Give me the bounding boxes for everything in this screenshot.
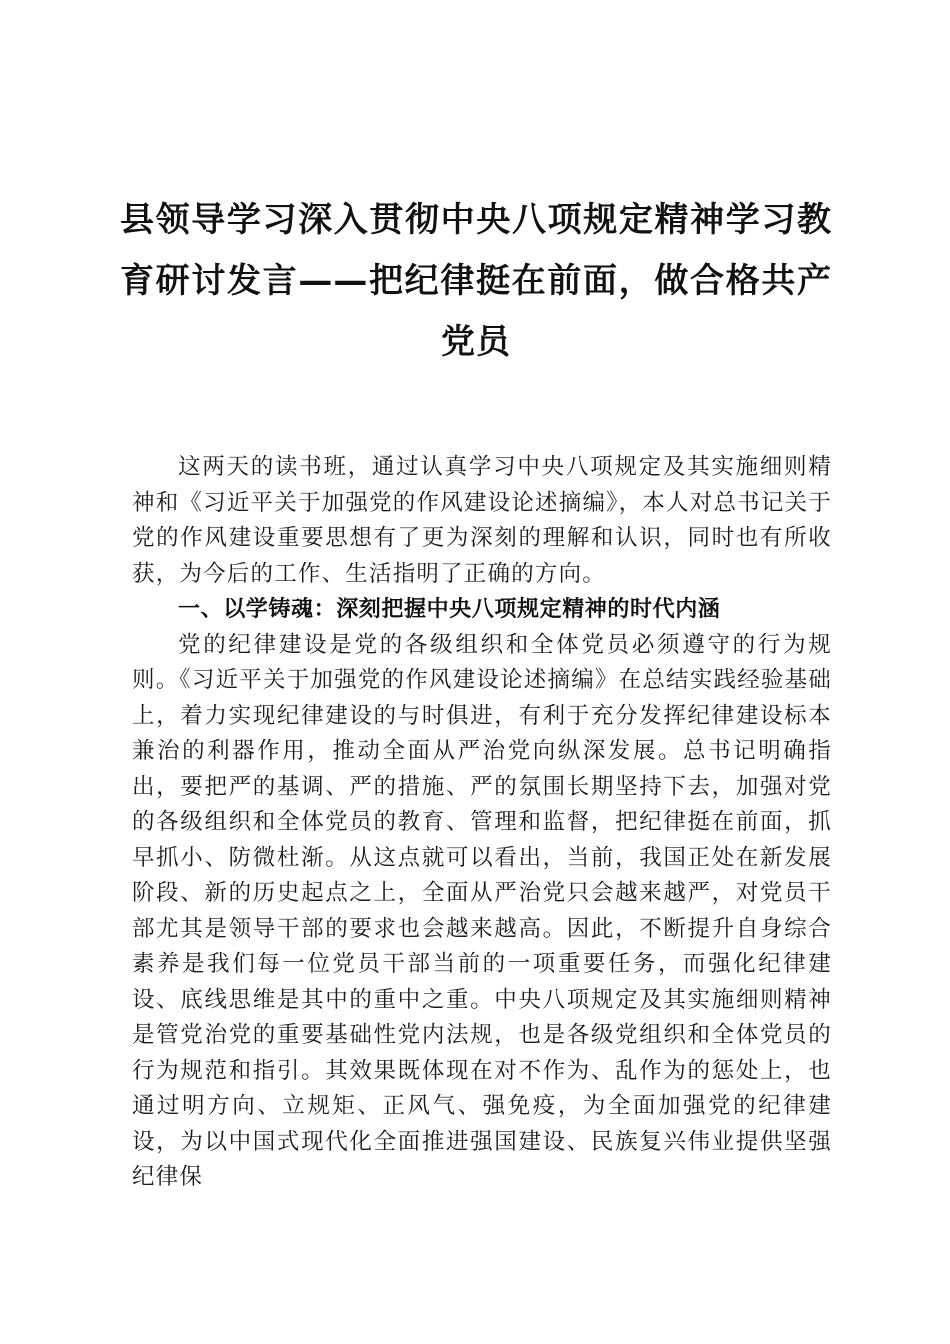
section-paragraph: 党的纪律建设是党的各级组织和全体党员必须遵守的行为规则。《习近平关于加强党的作风建设论述摘编》在总结实践经验基础上，着力实现纪律建设的与时俱进，有利于充分发挥纪律建设标本兼治的利器作用，推动全面从严治党向纵深发展。总书记明确指出，要把严的基调、严的措施、严的氛围长期坚持下去，加强对党的各级组织和全体党员的教育、管理和监督，把纪律挺在前面，抓早抓小、防微杜渐。从这点就可以看出，当前，我国正处在新发展阶段、新的历史起点之上，全面从严治党只会越来越严，对党员干部尤其是领导干部的要求也会越来越高。因此，不断提升自身综合素养是我们每一位党员干部当前的一项重要任务，而强化纪律建设、底线思维是其中的重中之重。中央八项规定及其实施细则精神是管党治党的重要基础性党内法规，也是各级党组织和全体党员的行为规范和指引。其效果既体现在对不作为、乱作为的惩处上，也通过明方向、立规矩、正风气、强免疫，为全面加强党的纪律建设，为以中国式现代化全面推进强国建设、民族复兴伟业提供坚强纪律保 [132, 631, 832, 1190]
section-heading: 一、以学铸魂：深刻把握中央八项规定精神的时代内涵 [178, 597, 721, 622]
document-body [132, 450, 832, 1196]
intro-paragraph: 这两天的读书班，通过认真学习中央八项规定及其实施细则精神和《习近平关于加强党的作风建设论述摘编》，本人对总书记关于党的作风建设重要思想有了更为深刻的理解和认识，同时也有所收获，为今后的工作、生活指明了正确的方向。 [132, 454, 832, 587]
document-title: 县领导学习深入贯彻中央八项规定精神学习教育研讨发言——把纪律挺在前面，做合格共产党员 [120, 200, 832, 362]
